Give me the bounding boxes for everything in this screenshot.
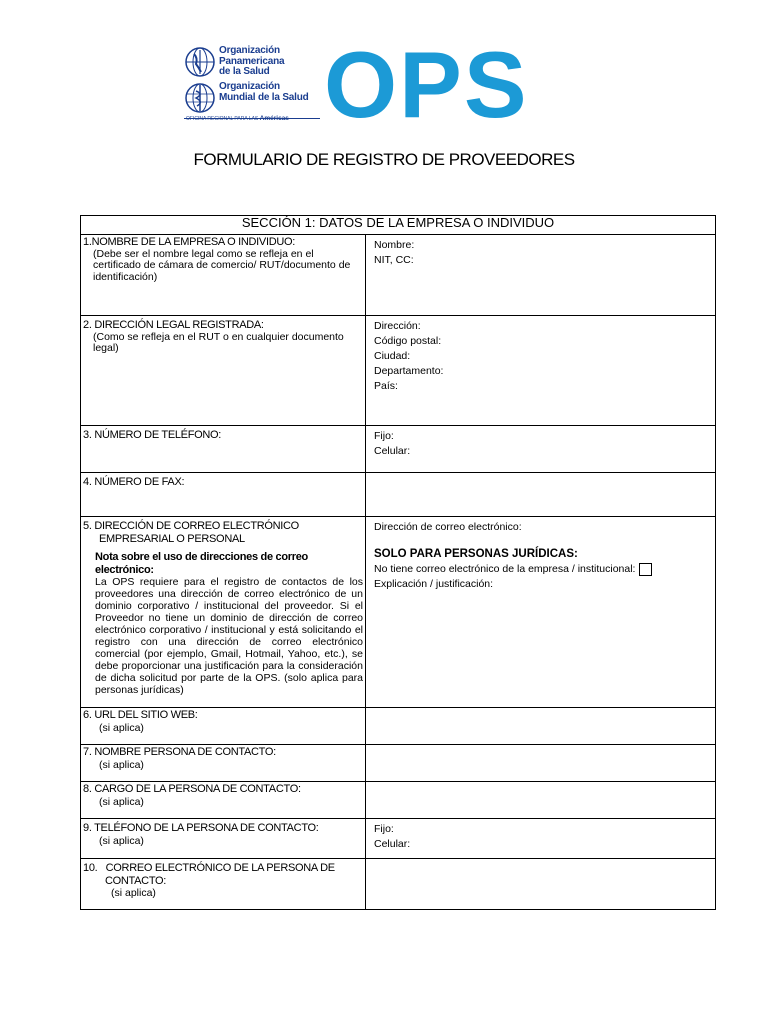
no-company-email-row: [374, 562, 707, 577]
field-name: Nombre:: [374, 239, 415, 251]
email-note-title: Nota sobre el uso de direcciones de correo electrónico:: [95, 551, 308, 576]
who-emblem-icon: [184, 82, 216, 114]
website-help: (si aplica): [99, 721, 144, 734]
contact-phone-label-cell: [81, 819, 366, 859]
email-note-text: La OPS requiere para el registro de contactos de los proveedores una dirección de correo electrónico de un dominio corporativo / institucional del proveedor. Si el Proveedor no tiene un dominio de dirección de correo electrónico corporativo / institucional y está solicitando el registro con una dirección de correo electrónico comercial (por ejemplo, Gmail, Hotmail, Yahoo, etc.), se debe proporcionar una justificación para la consideración de dicha solicitud por parte de la OPS. (solo aplica para personas jurídicas): [95, 576, 363, 696]
row-fax: [81, 473, 716, 517]
field-department: Departamento:: [374, 365, 444, 377]
contact-position-label: 8. CARGO DE LA PERSONA DE CONTACTO:: [83, 783, 301, 795]
website-label: 6. URL DEL SITIO WEB:: [83, 709, 198, 721]
field-postal-code: Código postal:: [374, 335, 442, 347]
section-1-header: SECCIÓN 1: DATOS DE LA EMPRESA O INDIVIDUO: [81, 216, 716, 235]
email-label-cell: [81, 517, 366, 708]
field-landline: Fijo:: [374, 430, 394, 442]
who-name-line2: Mundial de la Salud: [219, 91, 309, 103]
legal-address-help: (Como se refleja en el RUT o en cualquier documento legal): [93, 330, 344, 354]
legal-address-label: 2. DIRECCIÓN LEGAL REGISTRADA:: [83, 319, 264, 331]
contact-email-label-cell: [81, 859, 366, 910]
contact-name-label: 7. NOMBRE PERSONA DE CONTACTO:: [83, 746, 276, 758]
regional-office-americas: Américas: [259, 115, 289, 122]
field-address: Dirección:: [374, 320, 421, 332]
legal-address-label-cell: [81, 316, 366, 426]
paho-name-line1: Organización: [219, 45, 280, 56]
registration-form-table: [80, 215, 716, 910]
field-email: Dirección de correo electrónico:: [374, 521, 522, 533]
regional-office-small: OFICINA REGIONAL PARA LAS: [186, 116, 259, 122]
contact-phone-help: (si aplica): [99, 834, 144, 847]
contact-position-label-cell: [81, 782, 366, 819]
website-input-cell[interactable]: [366, 708, 716, 745]
row-contact-position: [81, 782, 716, 819]
ops-logo: OPS: [324, 32, 529, 137]
company-name-input-cell[interactable]: [366, 235, 716, 316]
contact-position-input-cell[interactable]: [366, 782, 716, 819]
header-logos: [184, 32, 604, 137]
paho-name-line3: de la Salud: [219, 66, 270, 77]
field-nit-cc: NIT, CC:: [374, 254, 414, 266]
paho-name-line2: Panamericana: [219, 55, 285, 67]
contact-email-label-line2: CONTACTO:: [105, 874, 167, 887]
contact-name-help: (si aplica): [99, 758, 144, 771]
contact-email-help: (si aplica): [111, 887, 156, 899]
fax-label-cell: [81, 473, 366, 517]
row-contact-phone: [81, 819, 716, 859]
who-name-line1: Organización: [219, 81, 280, 92]
phone-input-cell[interactable]: [366, 426, 716, 473]
field-justification: Explicación / justificación:: [374, 578, 494, 590]
field-contact-mobile: Celular:: [374, 838, 411, 850]
email-input-cell[interactable]: [366, 517, 716, 708]
row-email: [81, 517, 716, 708]
email-label-line1: 5. DIRECCIÓN DE CORREO ELECTRÓNICO: [83, 520, 299, 532]
company-name-label: 1.NOMBRE DE LA EMPRESA O INDIVIDUO:: [83, 236, 295, 248]
contact-phone-input-cell[interactable]: [366, 819, 716, 859]
no-company-email-label: No tiene correo electrónico de la empresa / institucional:: [374, 563, 636, 575]
contact-email-input-cell[interactable]: [366, 859, 716, 910]
row-legal-address: [81, 316, 716, 426]
row-company-name: [81, 235, 716, 316]
field-contact-landline: Fijo:: [374, 823, 394, 835]
paho-who-logo: [184, 46, 320, 122]
section-header-row: [81, 216, 716, 235]
field-city: Ciudad:: [374, 350, 411, 362]
fax-label: 4. NÚMERO DE FAX:: [83, 476, 185, 488]
contact-position-help: (si aplica): [99, 795, 144, 808]
website-label-cell: [81, 708, 366, 745]
phone-label-cell: [81, 426, 366, 473]
contact-email-label-line1: 10. CORREO ELECTRÓNICO DE LA PERSONA DE: [83, 862, 335, 874]
contact-name-input-cell[interactable]: [366, 745, 716, 782]
phone-label: 3. NÚMERO DE TELÉFONO:: [83, 429, 222, 441]
paho-logo-row: [184, 46, 320, 78]
page-title: FORMULARIO DE REGISTRO DE PROVEEDORES: [193, 150, 575, 169]
logo-divider: [184, 118, 320, 119]
email-label-line2: EMPRESARIAL O PERSONAL: [99, 532, 245, 545]
field-mobile: Celular:: [374, 445, 411, 457]
contact-phone-label: 9. TELÉFONO DE LA PERSONA DE CONTACTO:: [83, 822, 319, 834]
legal-persons-title: SOLO PARA PERSONAS JURÍDICAS:: [374, 548, 578, 560]
legal-address-input-cell[interactable]: [366, 316, 716, 426]
field-country: País:: [374, 380, 398, 392]
row-phone: [81, 426, 716, 473]
no-company-email-checkbox[interactable]: [639, 563, 652, 576]
row-contact-name: [81, 745, 716, 782]
row-website: [81, 708, 716, 745]
paho-emblem-icon: [184, 46, 216, 78]
contact-name-label-cell: [81, 745, 366, 782]
company-name-help: (Debe ser el nombre legal como se refleja en el certificado de cámara de comercio/ RUT/documento de identificación): [93, 247, 351, 283]
fax-input-cell[interactable]: [366, 473, 716, 517]
company-name-label-cell: [81, 235, 366, 316]
who-logo-row: [184, 82, 320, 114]
row-contact-email: [81, 859, 716, 910]
